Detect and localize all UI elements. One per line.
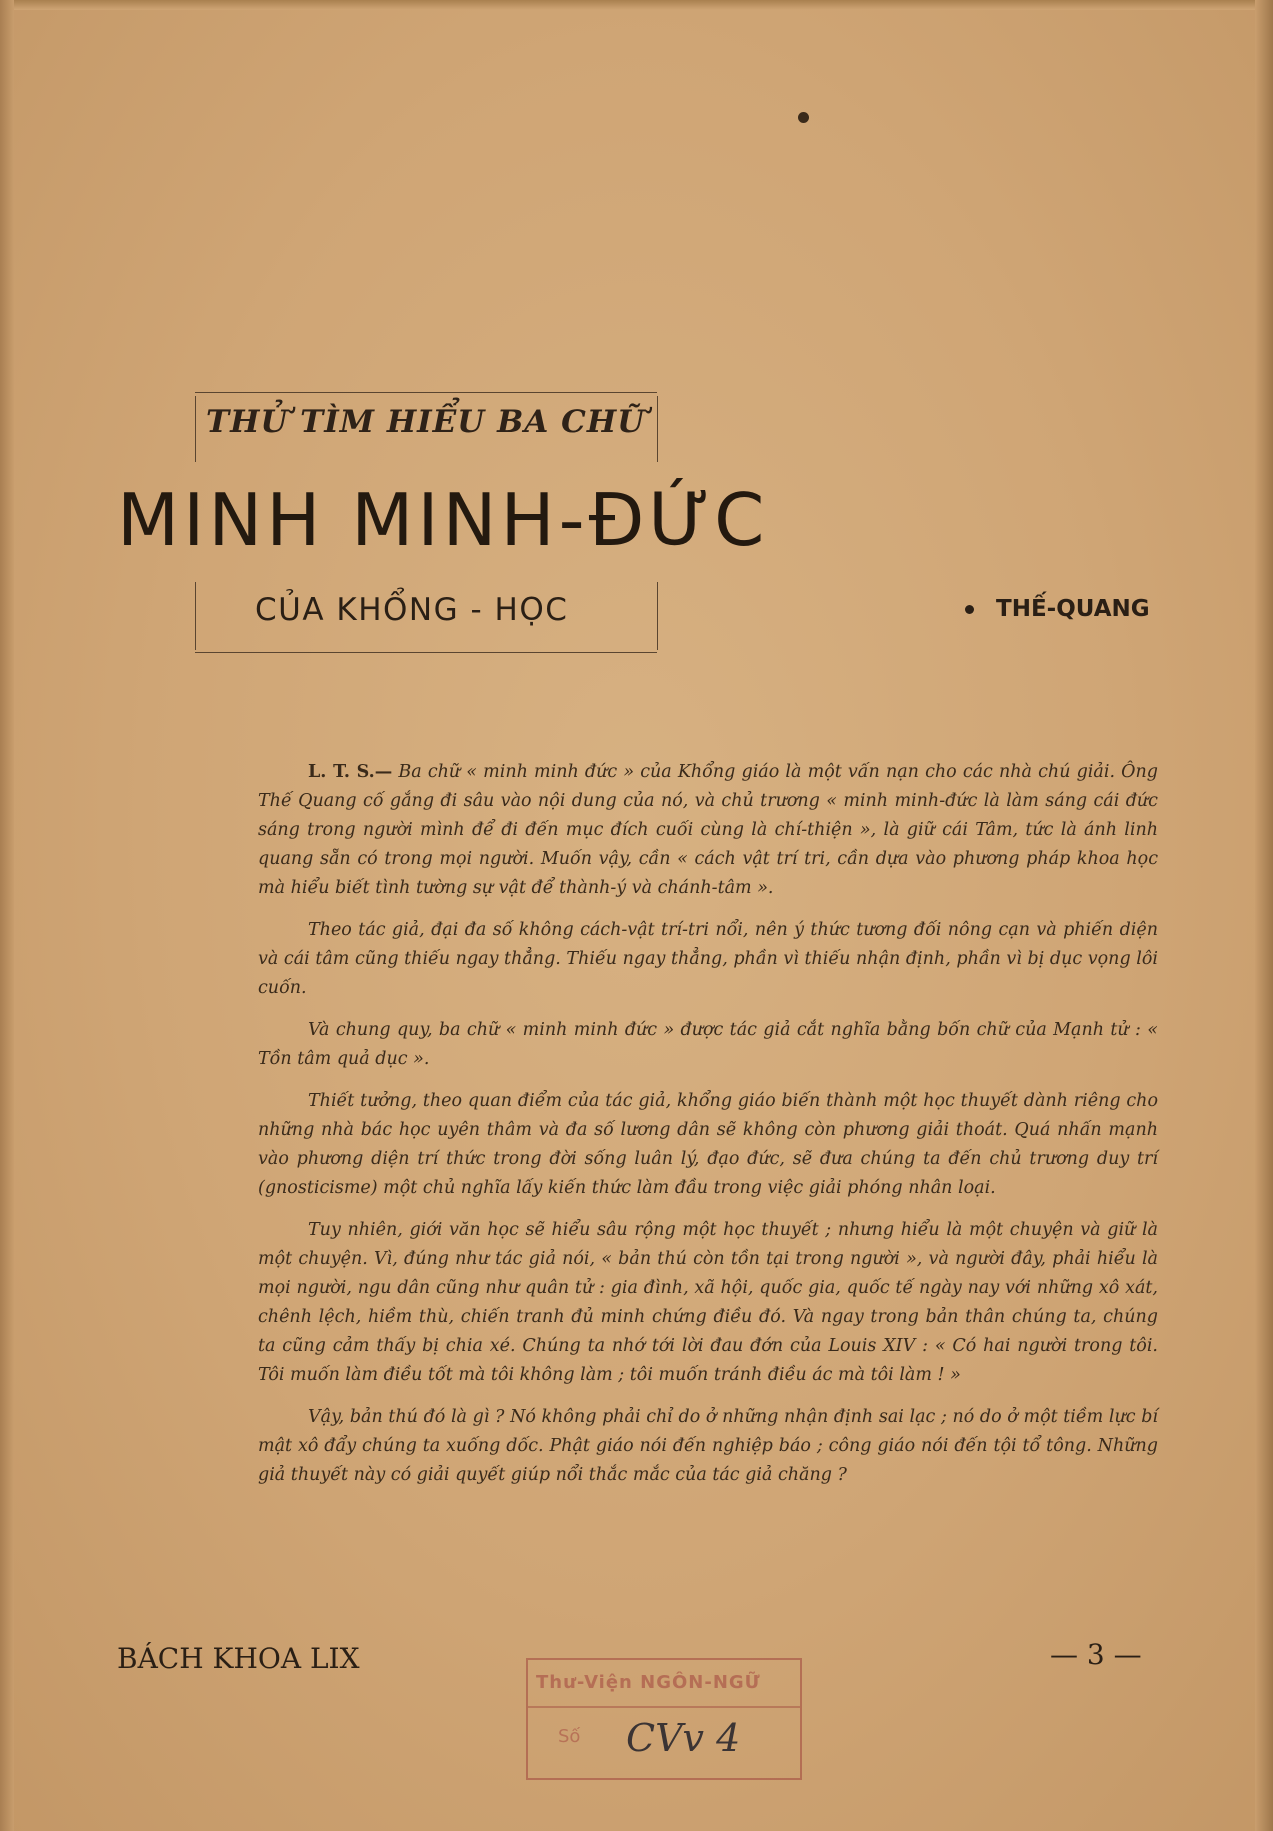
library-stamp [526, 1658, 802, 1780]
paragraph-text: Ba chữ « minh minh đức » của Khổng giáo là một vấn nạn cho các nhà chú giải. Ông Thế Quang cố gắng đi sâu vào nội dung của nó, và chủ trương « minh minh-đức là làm sáng cái đức sáng trong người mình để đi đến mục đích cuối cùng là chí-thiện », là giữ cái Tâm, tức là ánh linh quang sẵn có trong mọi người. Muốn vậy, cần « cách vật trí tri, cần dựa vào phương pháp khoa học mà hiểu biết tình tường sự vật để thành-ý và chánh-tâm ». [258, 762, 1158, 898]
paper-edge-right [1255, 0, 1273, 1831]
bullet-icon [965, 605, 974, 614]
paragraph: Thiết tưởng, theo quan điểm của tác giả, khổng giáo biến thành một học thuyết dành riêng cho những nhà bác học uyên thâm và đa số lương dân sẽ không còn phương giải thoát. Quá nhấn mạnh vào phương diện trí thức trong đời sống luân lý, đạo đức, sẽ đưa chúng ta đến chủ trương duy trí (gnosticisme) một chủ nghĩa lấy kiến thức làm đầu trong việc giải phóng nhân loại. [258, 1091, 1158, 1198]
paper-edge-left [0, 0, 14, 1831]
title-kicker: THỬ TÌM HIỂU BA CHỮ [206, 404, 646, 440]
stamp-handwritten-number: CVv 4 [626, 1716, 741, 1760]
paragraph: Vậy, bản thú đó là gì ? Nó không phải chỉ do ở những nhận định sai lạc ; nó do ở một tiềm lực bí mật xô đẩy chúng ta xuống dốc. Phật giáo nói đến nghiệp báo ; công giáo nói đến tội tổ tông. Những giả thuyết này có giải quyết giúp nổi thắc mắc của tác giả chăng ? [258, 1407, 1158, 1485]
page-number: — 3 — [1050, 1638, 1142, 1671]
paragraph: Tuy nhiên, giới văn học sẽ hiểu sâu rộng một học thuyết ; nhưng hiểu là một chuyện và giữ là một chuyện. Vì, đúng như tác giả nói, « bản thú còn tồn tại trong người », và người đây, phải hiểu là mọi người, ngu dân cũng như quân tử : gia đình, xã hội, quốc gia, quốc tế ngày nay với những xô xát, chênh lệch, hiềm thù, chiến tranh đủ minh chứng điều đó. Và ngay trong bản thân chúng ta, chúng ta cũng cảm thấy bị chia xé. Chúng ta nhớ tới lời đau đớn của Louis XIV : « Có hai người trong tôi. Tôi muốn làm điều tốt mà tôi không làm ; tôi muốn tránh điều ác mà tôi làm ! » [258, 1220, 1158, 1385]
editor-note-lead: L. T. S.— [308, 762, 393, 782]
editor-note-paragraph [258, 758, 1158, 903]
author-byline [965, 596, 1150, 622]
article-body [258, 758, 1158, 1503]
stamp-number-label: Số [558, 1726, 581, 1747]
page-subtitle: CỦA KHỔNG - HỌC [255, 592, 569, 628]
publication-name: BÁCH KHOA LIX [117, 1642, 360, 1675]
page-title: MINH MINH-ĐỨC [117, 478, 769, 562]
stamp-library-name: Thư-Viện NGÔN-NGỮ [536, 1672, 761, 1693]
ink-dot [798, 112, 809, 123]
author-name: THẾ-QUANG [996, 596, 1150, 622]
paragraph: Và chung quy, ba chữ « minh minh đức » được tác giả cắt nghĩa bằng bốn chữ của Mạnh tử : « Tồn tâm quả dục ». [258, 1020, 1158, 1069]
paper-edge-top [0, 0, 1273, 10]
paragraph: Theo tác giả, đại đa số không cách-vật trí-tri nổi, nên ý thức tương đối nông cạn và phiến diện và cái tâm cũng thiếu ngay thẳng. Thiếu ngay thẳng, phần vì thiếu nhận định, phần vì bị dục vọng lôi cuốn. [258, 920, 1158, 998]
